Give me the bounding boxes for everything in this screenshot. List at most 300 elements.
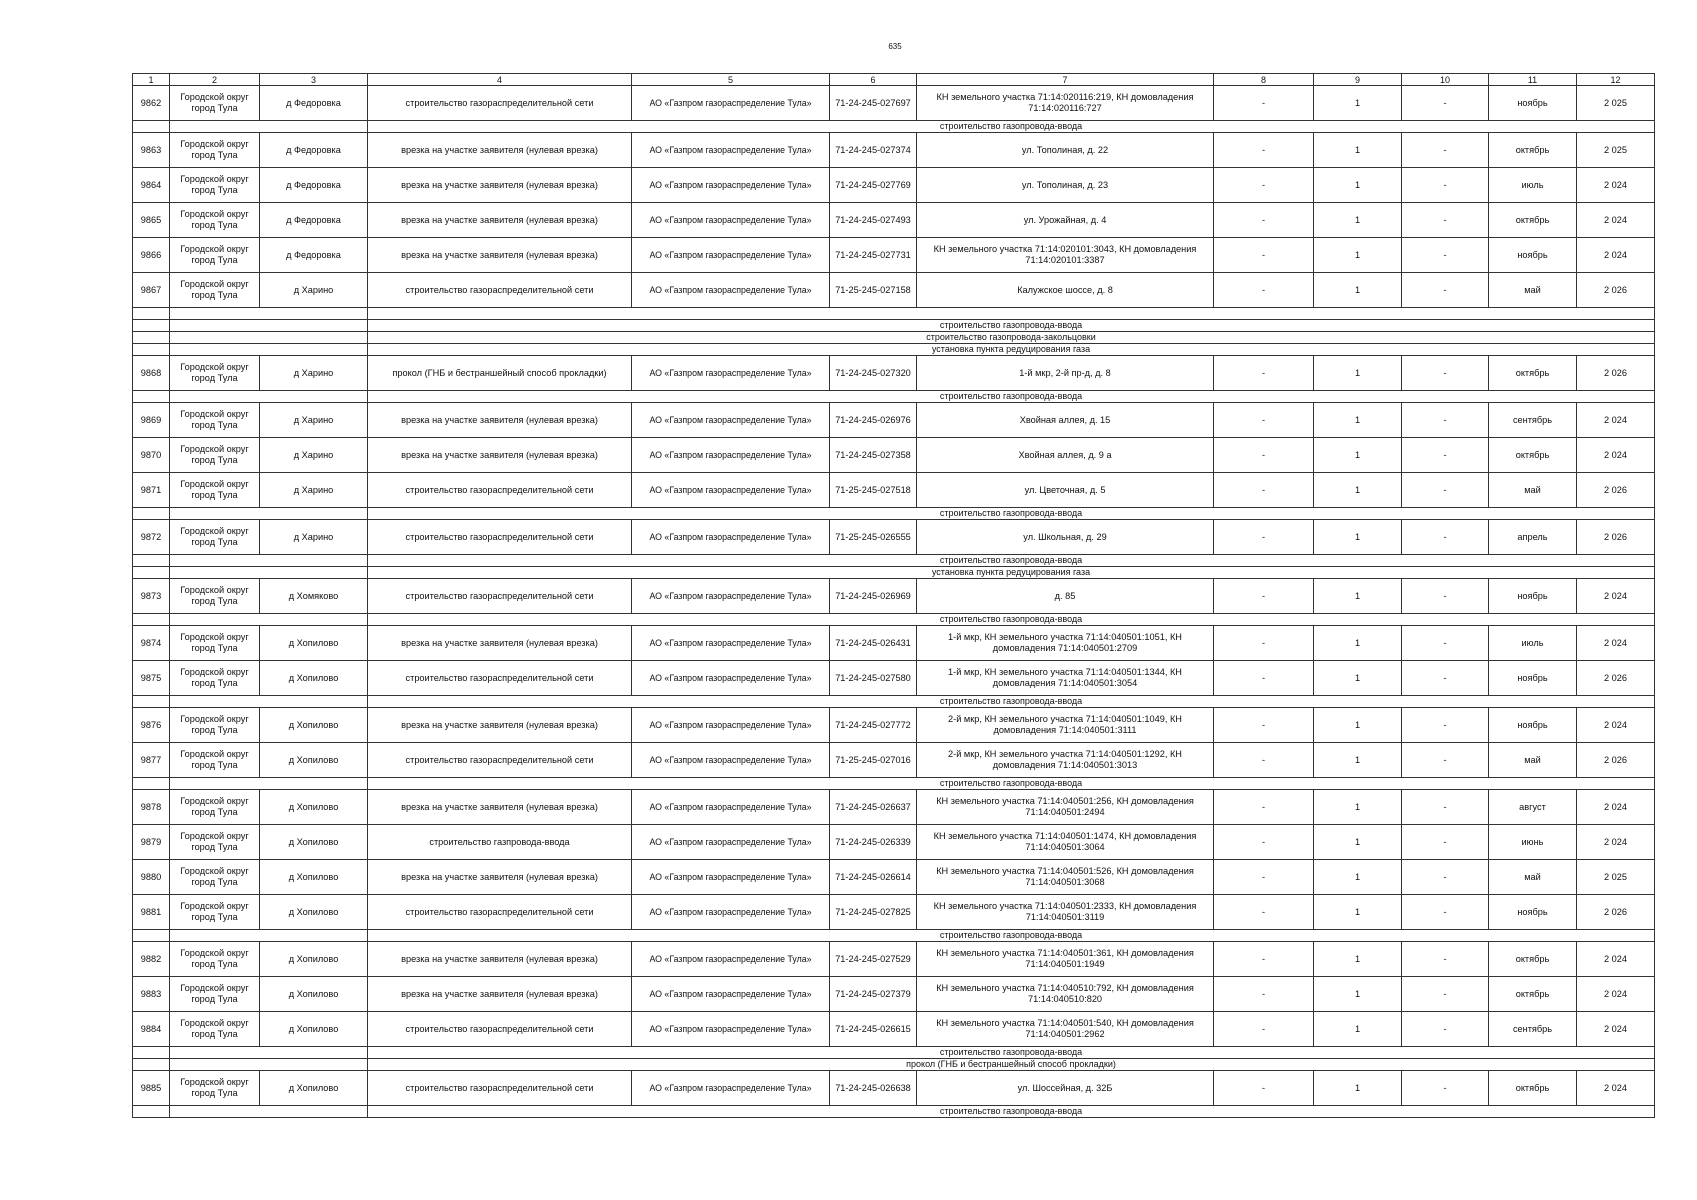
column-header: 5 xyxy=(632,74,830,86)
blank-cell xyxy=(170,930,368,942)
sub-work-row xyxy=(133,308,1655,320)
blank-cell xyxy=(170,391,368,403)
month-cell: май xyxy=(1489,473,1577,508)
locality-cell: д Федоровка xyxy=(260,133,368,168)
sub-work-label: строительство газопровода-ввода xyxy=(368,614,1655,626)
locality-cell: д Хопилово xyxy=(260,661,368,696)
column-8-cell: - xyxy=(1214,977,1314,1012)
table-row xyxy=(133,825,1655,860)
address-cell: КН земельного участка 71:14:020116:219, КН домовладения 71:14:020116:727 xyxy=(917,86,1214,121)
year-cell: 2 024 xyxy=(1577,579,1655,614)
organization-cell: АО «Газпром газораспределение Тула» xyxy=(632,473,830,508)
column-8-cell: - xyxy=(1214,942,1314,977)
region-cell: Городской округ город Тула xyxy=(170,203,260,238)
row-number-cell: 9875 xyxy=(133,661,170,696)
sub-work-label: строительство газопровода-ввода xyxy=(368,121,1655,133)
work-type-cell: строительство газораспределительной сети xyxy=(368,1012,632,1047)
locality-cell: д Хопилово xyxy=(260,977,368,1012)
blank-cell xyxy=(133,320,170,332)
blank-cell xyxy=(170,344,368,356)
organization-cell: АО «Газпром газораспределение Тула» xyxy=(632,520,830,555)
quantity-cell: 1 xyxy=(1314,626,1402,661)
quantity-cell: 1 xyxy=(1314,1071,1402,1106)
column-10-cell: - xyxy=(1402,356,1489,391)
month-cell: май xyxy=(1489,743,1577,778)
column-10-cell: - xyxy=(1402,977,1489,1012)
row-number-cell: 9885 xyxy=(133,1071,170,1106)
application-code-cell: 71-25-245-027016 xyxy=(830,743,917,778)
year-cell: 2 024 xyxy=(1577,1071,1655,1106)
quantity-cell: 1 xyxy=(1314,403,1402,438)
organization-cell: АО «Газпром газораспределение Тула» xyxy=(632,356,830,391)
sub-work-row xyxy=(133,1106,1655,1118)
locality-cell: д Хопилово xyxy=(260,708,368,743)
sub-work-label: строительство газопровода-ввода xyxy=(368,1106,1655,1118)
region-cell: Городской округ город Тула xyxy=(170,520,260,555)
locality-cell: д Хомяково xyxy=(260,579,368,614)
column-8-cell: - xyxy=(1214,790,1314,825)
locality-cell: д Хопилово xyxy=(260,895,368,930)
year-cell: 2 024 xyxy=(1577,708,1655,743)
application-code-cell: 71-24-245-026614 xyxy=(830,860,917,895)
quantity-cell: 1 xyxy=(1314,520,1402,555)
work-type-cell: строительство газораспределительной сети xyxy=(368,273,632,308)
blank-cell xyxy=(170,1059,368,1071)
year-cell: 2 026 xyxy=(1577,473,1655,508)
year-cell: 2 024 xyxy=(1577,438,1655,473)
work-type-cell: врезка на участке заявителя (нулевая врезка) xyxy=(368,238,632,273)
year-cell: 2 024 xyxy=(1577,626,1655,661)
table-row xyxy=(133,473,1655,508)
year-cell: 2 024 xyxy=(1577,203,1655,238)
row-number-cell: 9862 xyxy=(133,86,170,121)
quantity-cell: 1 xyxy=(1314,203,1402,238)
year-cell: 2 024 xyxy=(1577,977,1655,1012)
address-cell: КН земельного участка 71:14:020101:3043, КН домовладения 71:14:020101:3387 xyxy=(917,238,1214,273)
column-8-cell: - xyxy=(1214,403,1314,438)
blank-cell xyxy=(170,555,368,567)
region-cell: Городской округ город Тула xyxy=(170,895,260,930)
blank-cell xyxy=(170,614,368,626)
sub-work-row xyxy=(133,930,1655,942)
application-code-cell: 71-24-245-026969 xyxy=(830,579,917,614)
region-cell: Городской округ город Тула xyxy=(170,825,260,860)
work-type-cell: врезка на участке заявителя (нулевая врезка) xyxy=(368,403,632,438)
organization-cell: АО «Газпром газораспределение Тула» xyxy=(632,1012,830,1047)
blank-cell xyxy=(170,1106,368,1118)
quantity-cell: 1 xyxy=(1314,825,1402,860)
column-10-cell: - xyxy=(1402,86,1489,121)
column-header: 8 xyxy=(1214,74,1314,86)
column-10-cell: - xyxy=(1402,238,1489,273)
blank-cell xyxy=(133,778,170,790)
organization-cell: АО «Газпром газораспределение Тула» xyxy=(632,708,830,743)
column-header: 10 xyxy=(1402,74,1489,86)
column-10-cell: - xyxy=(1402,579,1489,614)
address-cell: Калужское шоссе, д. 8 xyxy=(917,273,1214,308)
quantity-cell: 1 xyxy=(1314,273,1402,308)
column-8-cell: - xyxy=(1214,825,1314,860)
application-code-cell: 71-25-245-027158 xyxy=(830,273,917,308)
address-cell: 1-й мкр, 2-й пр-д, д. 8 xyxy=(917,356,1214,391)
sub-work-label: строительство газопровода-ввода xyxy=(368,555,1655,567)
region-cell: Городской округ город Тула xyxy=(170,942,260,977)
month-cell: май xyxy=(1489,273,1577,308)
row-number-cell: 9864 xyxy=(133,168,170,203)
table-row xyxy=(133,942,1655,977)
table-row xyxy=(133,661,1655,696)
application-code-cell: 71-24-245-027374 xyxy=(830,133,917,168)
column-10-cell: - xyxy=(1402,661,1489,696)
column-header: 2 xyxy=(170,74,260,86)
column-8-cell: - xyxy=(1214,238,1314,273)
organization-cell: АО «Газпром газораспределение Тула» xyxy=(632,743,830,778)
table-row xyxy=(133,790,1655,825)
region-cell: Городской округ город Тула xyxy=(170,790,260,825)
table-row xyxy=(133,1071,1655,1106)
table-row xyxy=(133,895,1655,930)
row-number-cell: 9879 xyxy=(133,825,170,860)
sub-work-label xyxy=(368,308,1655,320)
locality-cell: д Хопилово xyxy=(260,790,368,825)
region-cell: Городской округ город Тула xyxy=(170,860,260,895)
application-code-cell: 71-24-245-027772 xyxy=(830,708,917,743)
column-header-row xyxy=(133,74,1655,86)
sub-work-row xyxy=(133,696,1655,708)
address-cell: д. 85 xyxy=(917,579,1214,614)
blank-cell xyxy=(133,614,170,626)
table-row xyxy=(133,438,1655,473)
sub-work-label: строительство газопровода-ввода xyxy=(368,1047,1655,1059)
organization-cell: АО «Газпром газораспределение Тула» xyxy=(632,238,830,273)
region-cell: Городской округ город Тула xyxy=(170,1071,260,1106)
year-cell: 2 024 xyxy=(1577,790,1655,825)
register-table-body xyxy=(133,74,1655,1118)
region-cell: Городской округ город Тула xyxy=(170,403,260,438)
application-code-cell: 71-25-245-026555 xyxy=(830,520,917,555)
month-cell: апрель xyxy=(1489,520,1577,555)
work-type-cell: строительство газораспределительной сети xyxy=(368,661,632,696)
column-header: 1 xyxy=(133,74,170,86)
address-cell: КН земельного участка 71:14:040501:2333, КН домовладения 71:14:040501:3119 xyxy=(917,895,1214,930)
row-number-cell: 9871 xyxy=(133,473,170,508)
application-code-cell: 71-24-245-026637 xyxy=(830,790,917,825)
address-cell: ул. Цветочная, д. 5 xyxy=(917,473,1214,508)
address-cell: КН земельного участка 71:14:040501:256, КН домовладения 71:14:040501:2494 xyxy=(917,790,1214,825)
quantity-cell: 1 xyxy=(1314,133,1402,168)
sub-work-row xyxy=(133,391,1655,403)
region-cell: Городской округ город Тула xyxy=(170,238,260,273)
work-type-cell: прокол (ГНБ и бестраншейный способ прокладки) xyxy=(368,356,632,391)
work-type-cell: строительство газораспределительной сети xyxy=(368,86,632,121)
row-number-cell: 9878 xyxy=(133,790,170,825)
row-number-cell: 9881 xyxy=(133,895,170,930)
column-8-cell: - xyxy=(1214,860,1314,895)
work-type-cell: строительство газораспределительной сети xyxy=(368,1071,632,1106)
row-number-cell: 9867 xyxy=(133,273,170,308)
address-cell: ул. Тополиная, д. 23 xyxy=(917,168,1214,203)
blank-cell xyxy=(133,567,170,579)
organization-cell: АО «Газпром газораспределение Тула» xyxy=(632,203,830,238)
work-type-cell: врезка на участке заявителя (нулевая врезка) xyxy=(368,708,632,743)
sub-work-row xyxy=(133,1047,1655,1059)
blank-cell xyxy=(133,1059,170,1071)
table-row xyxy=(133,708,1655,743)
locality-cell: д Федоровка xyxy=(260,203,368,238)
table-row xyxy=(133,860,1655,895)
month-cell: май xyxy=(1489,860,1577,895)
quantity-cell: 1 xyxy=(1314,473,1402,508)
column-10-cell: - xyxy=(1402,860,1489,895)
work-type-cell: врезка на участке заявителя (нулевая врезка) xyxy=(368,626,632,661)
blank-cell xyxy=(133,1106,170,1118)
table-row xyxy=(133,1012,1655,1047)
column-8-cell: - xyxy=(1214,1071,1314,1106)
organization-cell: АО «Газпром газораспределение Тула» xyxy=(632,86,830,121)
column-header: 6 xyxy=(830,74,917,86)
row-number-cell: 9872 xyxy=(133,520,170,555)
year-cell: 2 026 xyxy=(1577,520,1655,555)
year-cell: 2 026 xyxy=(1577,895,1655,930)
year-cell: 2 026 xyxy=(1577,661,1655,696)
region-cell: Городской округ город Тула xyxy=(170,356,260,391)
region-cell: Городской округ город Тула xyxy=(170,977,260,1012)
address-cell: 1-й мкр, КН земельного участка 71:14:040501:1051, КН домовладения 71:14:040501:2709 xyxy=(917,626,1214,661)
blank-cell xyxy=(133,332,170,344)
sub-work-label: прокол (ГНБ и бестраншейный способ прокладки) xyxy=(368,1059,1655,1071)
month-cell: июль xyxy=(1489,168,1577,203)
locality-cell: д Хопилово xyxy=(260,825,368,860)
sub-work-label: строительство газопровода-ввода xyxy=(368,930,1655,942)
column-8-cell: - xyxy=(1214,133,1314,168)
column-10-cell: - xyxy=(1402,1071,1489,1106)
quantity-cell: 1 xyxy=(1314,708,1402,743)
blank-cell xyxy=(133,344,170,356)
sub-work-row xyxy=(133,320,1655,332)
column-8-cell: - xyxy=(1214,626,1314,661)
quantity-cell: 1 xyxy=(1314,977,1402,1012)
column-10-cell: - xyxy=(1402,743,1489,778)
blank-cell xyxy=(133,555,170,567)
organization-cell: АО «Газпром газораспределение Тула» xyxy=(632,977,830,1012)
table-row xyxy=(133,743,1655,778)
blank-cell xyxy=(170,121,368,133)
application-code-cell: 71-24-245-026976 xyxy=(830,403,917,438)
table-row xyxy=(133,86,1655,121)
month-cell: октябрь xyxy=(1489,356,1577,391)
column-8-cell: - xyxy=(1214,743,1314,778)
address-cell: КН земельного участка 71:14:040501:1474, КН домовладения 71:14:040501:3064 xyxy=(917,825,1214,860)
column-10-cell: - xyxy=(1402,273,1489,308)
application-code-cell: 71-24-245-026431 xyxy=(830,626,917,661)
sub-work-label: строительство газопровода-ввода xyxy=(368,391,1655,403)
organization-cell: АО «Газпром газораспределение Тула» xyxy=(632,403,830,438)
column-8-cell: - xyxy=(1214,168,1314,203)
table-row xyxy=(133,203,1655,238)
work-type-cell: строительство газораспределительной сети xyxy=(368,895,632,930)
column-10-cell: - xyxy=(1402,168,1489,203)
region-cell: Городской округ город Тула xyxy=(170,86,260,121)
locality-cell: д Хопилово xyxy=(260,626,368,661)
column-8-cell: - xyxy=(1214,273,1314,308)
organization-cell: АО «Газпром газораспределение Тула» xyxy=(632,825,830,860)
application-code-cell: 71-24-245-026638 xyxy=(830,1071,917,1106)
year-cell: 2 024 xyxy=(1577,238,1655,273)
locality-cell: д Хопилово xyxy=(260,860,368,895)
column-header: 12 xyxy=(1577,74,1655,86)
address-cell: ул. Школьная, д. 29 xyxy=(917,520,1214,555)
address-cell: 1-й мкр, КН земельного участка 71:14:040501:1344, КН домовладения 71:14:040501:3054 xyxy=(917,661,1214,696)
region-cell: Городской округ город Тула xyxy=(170,438,260,473)
work-type-cell: строительство газпровода-ввода xyxy=(368,825,632,860)
work-type-cell: строительство газораспределительной сети xyxy=(368,520,632,555)
application-code-cell: 71-24-245-027493 xyxy=(830,203,917,238)
sub-work-row xyxy=(133,121,1655,133)
address-cell: 2-й мкр, КН земельного участка 71:14:040501:1292, КН домовладения 71:14:040501:3013 xyxy=(917,743,1214,778)
month-cell: октябрь xyxy=(1489,203,1577,238)
month-cell: сентябрь xyxy=(1489,403,1577,438)
organization-cell: АО «Газпром газораспределение Тула» xyxy=(632,438,830,473)
column-10-cell: - xyxy=(1402,1012,1489,1047)
year-cell: 2 025 xyxy=(1577,860,1655,895)
work-type-cell: строительство газораспределительной сети xyxy=(368,743,632,778)
application-code-cell: 71-24-245-026615 xyxy=(830,1012,917,1047)
register-table xyxy=(132,73,1655,1118)
month-cell: июнь xyxy=(1489,825,1577,860)
blank-cell xyxy=(170,1047,368,1059)
column-8-cell: - xyxy=(1214,473,1314,508)
work-type-cell: врезка на участке заявителя (нулевая врезка) xyxy=(368,438,632,473)
organization-cell: АО «Газпром газораспределение Тула» xyxy=(632,895,830,930)
quantity-cell: 1 xyxy=(1314,579,1402,614)
locality-cell: д Харино xyxy=(260,273,368,308)
quantity-cell: 1 xyxy=(1314,356,1402,391)
blank-cell xyxy=(133,1047,170,1059)
column-8-cell: - xyxy=(1214,356,1314,391)
month-cell: август xyxy=(1489,790,1577,825)
work-type-cell: строительство газораспределительной сети xyxy=(368,473,632,508)
work-type-cell: врезка на участке заявителя (нулевая врезка) xyxy=(368,942,632,977)
sub-work-row xyxy=(133,614,1655,626)
region-cell: Городской округ город Тула xyxy=(170,273,260,308)
table-row xyxy=(133,238,1655,273)
month-cell: июль xyxy=(1489,626,1577,661)
quantity-cell: 1 xyxy=(1314,661,1402,696)
blank-cell xyxy=(170,508,368,520)
blank-cell xyxy=(133,391,170,403)
work-type-cell: строительство газораспределительной сети xyxy=(368,579,632,614)
year-cell: 2 025 xyxy=(1577,133,1655,168)
blank-cell xyxy=(133,121,170,133)
column-8-cell: - xyxy=(1214,86,1314,121)
address-cell: Хвойная аллея, д. 9 а xyxy=(917,438,1214,473)
sub-work-label: строительство газопровода-ввода xyxy=(368,320,1655,332)
application-code-cell: 71-24-245-027731 xyxy=(830,238,917,273)
region-cell: Городской округ город Тула xyxy=(170,661,260,696)
work-type-cell: врезка на участке заявителя (нулевая врезка) xyxy=(368,203,632,238)
quantity-cell: 1 xyxy=(1314,238,1402,273)
sub-work-row xyxy=(133,778,1655,790)
blank-cell xyxy=(170,696,368,708)
blank-cell xyxy=(133,696,170,708)
application-code-cell: 71-24-245-027769 xyxy=(830,168,917,203)
region-cell: Городской округ город Тула xyxy=(170,168,260,203)
row-number-cell: 9863 xyxy=(133,133,170,168)
month-cell: ноябрь xyxy=(1489,661,1577,696)
table-row xyxy=(133,133,1655,168)
application-code-cell: 71-24-245-027529 xyxy=(830,942,917,977)
application-code-cell: 71-24-245-026339 xyxy=(830,825,917,860)
column-10-cell: - xyxy=(1402,626,1489,661)
organization-cell: АО «Газпром газораспределение Тула» xyxy=(632,942,830,977)
work-type-cell: врезка на участке заявителя (нулевая врезка) xyxy=(368,790,632,825)
address-cell: КН земельного участка 71:14:040501:540, КН домовладения 71:14:040501:2962 xyxy=(917,1012,1214,1047)
blank-cell xyxy=(170,320,368,332)
column-8-cell: - xyxy=(1214,438,1314,473)
blank-cell xyxy=(170,332,368,344)
quantity-cell: 1 xyxy=(1314,1012,1402,1047)
row-number-cell: 9870 xyxy=(133,438,170,473)
column-10-cell: - xyxy=(1402,133,1489,168)
column-10-cell: - xyxy=(1402,520,1489,555)
column-header: 7 xyxy=(917,74,1214,86)
address-cell: Хвойная аллея, д. 15 xyxy=(917,403,1214,438)
page-number: 635 xyxy=(888,42,902,51)
row-number-cell: 9884 xyxy=(133,1012,170,1047)
region-cell: Городской округ город Тула xyxy=(170,133,260,168)
application-code-cell: 71-24-245-027580 xyxy=(830,661,917,696)
table-row xyxy=(133,520,1655,555)
table-row xyxy=(133,403,1655,438)
address-cell: КН земельного участка 71:14:040510:792, КН домовладения 71:14:040510:820 xyxy=(917,977,1214,1012)
region-cell: Городской округ город Тула xyxy=(170,626,260,661)
work-type-cell: врезка на участке заявителя (нулевая врезка) xyxy=(368,860,632,895)
application-code-cell: 71-24-245-027379 xyxy=(830,977,917,1012)
year-cell: 2 024 xyxy=(1577,168,1655,203)
row-number-cell: 9883 xyxy=(133,977,170,1012)
organization-cell: АО «Газпром газораспределение Тула» xyxy=(632,168,830,203)
year-cell: 2 026 xyxy=(1577,743,1655,778)
quantity-cell: 1 xyxy=(1314,743,1402,778)
column-10-cell: - xyxy=(1402,438,1489,473)
locality-cell: д Харино xyxy=(260,356,368,391)
table-row xyxy=(133,579,1655,614)
address-cell: ул. Урожайная, д. 4 xyxy=(917,203,1214,238)
application-code-cell: 71-24-245-027358 xyxy=(830,438,917,473)
column-8-cell: - xyxy=(1214,520,1314,555)
year-cell: 2 024 xyxy=(1577,942,1655,977)
sub-work-label: строительство газопровода-ввода xyxy=(368,696,1655,708)
table-row xyxy=(133,168,1655,203)
year-cell: 2 024 xyxy=(1577,1012,1655,1047)
blank-cell xyxy=(133,308,170,320)
locality-cell: д Харино xyxy=(260,438,368,473)
sub-work-row xyxy=(133,344,1655,356)
address-cell: ул. Шоссейная, д. 32Б xyxy=(917,1071,1214,1106)
organization-cell: АО «Газпром газораспределение Тула» xyxy=(632,661,830,696)
region-cell: Городской округ город Тула xyxy=(170,743,260,778)
row-number-cell: 9868 xyxy=(133,356,170,391)
region-cell: Городской округ город Тула xyxy=(170,473,260,508)
work-type-cell: врезка на участке заявителя (нулевая врезка) xyxy=(368,133,632,168)
sub-work-row xyxy=(133,508,1655,520)
column-10-cell: - xyxy=(1402,473,1489,508)
year-cell: 2 025 xyxy=(1577,86,1655,121)
work-type-cell: врезка на участке заявителя (нулевая врезка) xyxy=(368,168,632,203)
locality-cell: д Хопилово xyxy=(260,942,368,977)
month-cell: октябрь xyxy=(1489,977,1577,1012)
column-header: 9 xyxy=(1314,74,1402,86)
